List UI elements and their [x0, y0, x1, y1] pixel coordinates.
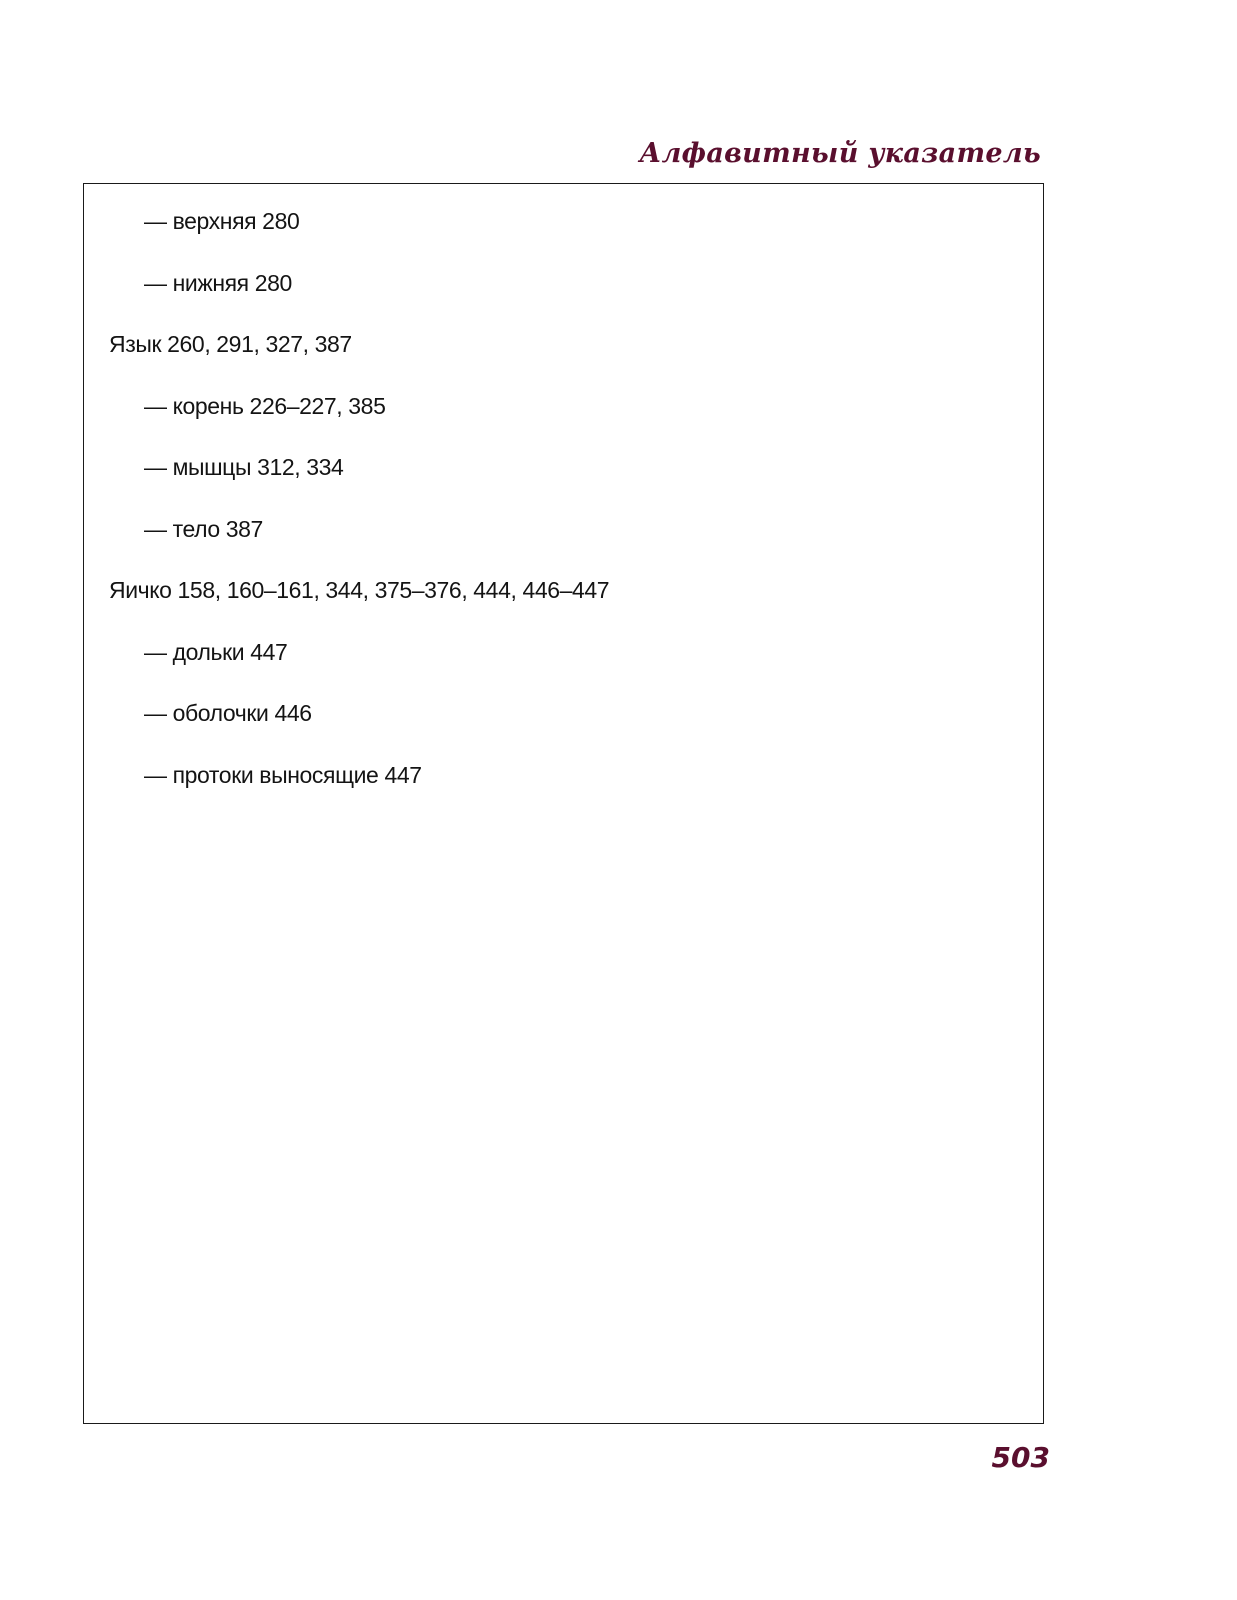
index-entry: — мышцы 312, 334 — [144, 454, 344, 480]
index-entry: — тело 387 — [144, 515, 263, 542]
index-entry: — корень 226–227, 385 — [144, 392, 386, 419]
page-number: 503 — [991, 1441, 1050, 1474]
index-entry: — протоки выносящие 447 — [144, 761, 422, 788]
index-entry-list — [84, 206, 609, 821]
index-entry: Язык 260, 291, 327, 387 — [109, 331, 352, 357]
index-frame — [83, 183, 1044, 1424]
index-entry: — оболочки 446 — [144, 700, 312, 726]
index-entry: — нижняя 280 — [144, 269, 292, 296]
running-header-title: Алфавитный указатель — [639, 138, 1041, 169]
index-entry: — верхняя 280 — [144, 208, 300, 234]
index-entry: Яичко 158, 160–161, 344, 375–376, 444, 446–447 — [109, 577, 610, 603]
index-entry: — дольки 447 — [144, 638, 288, 665]
